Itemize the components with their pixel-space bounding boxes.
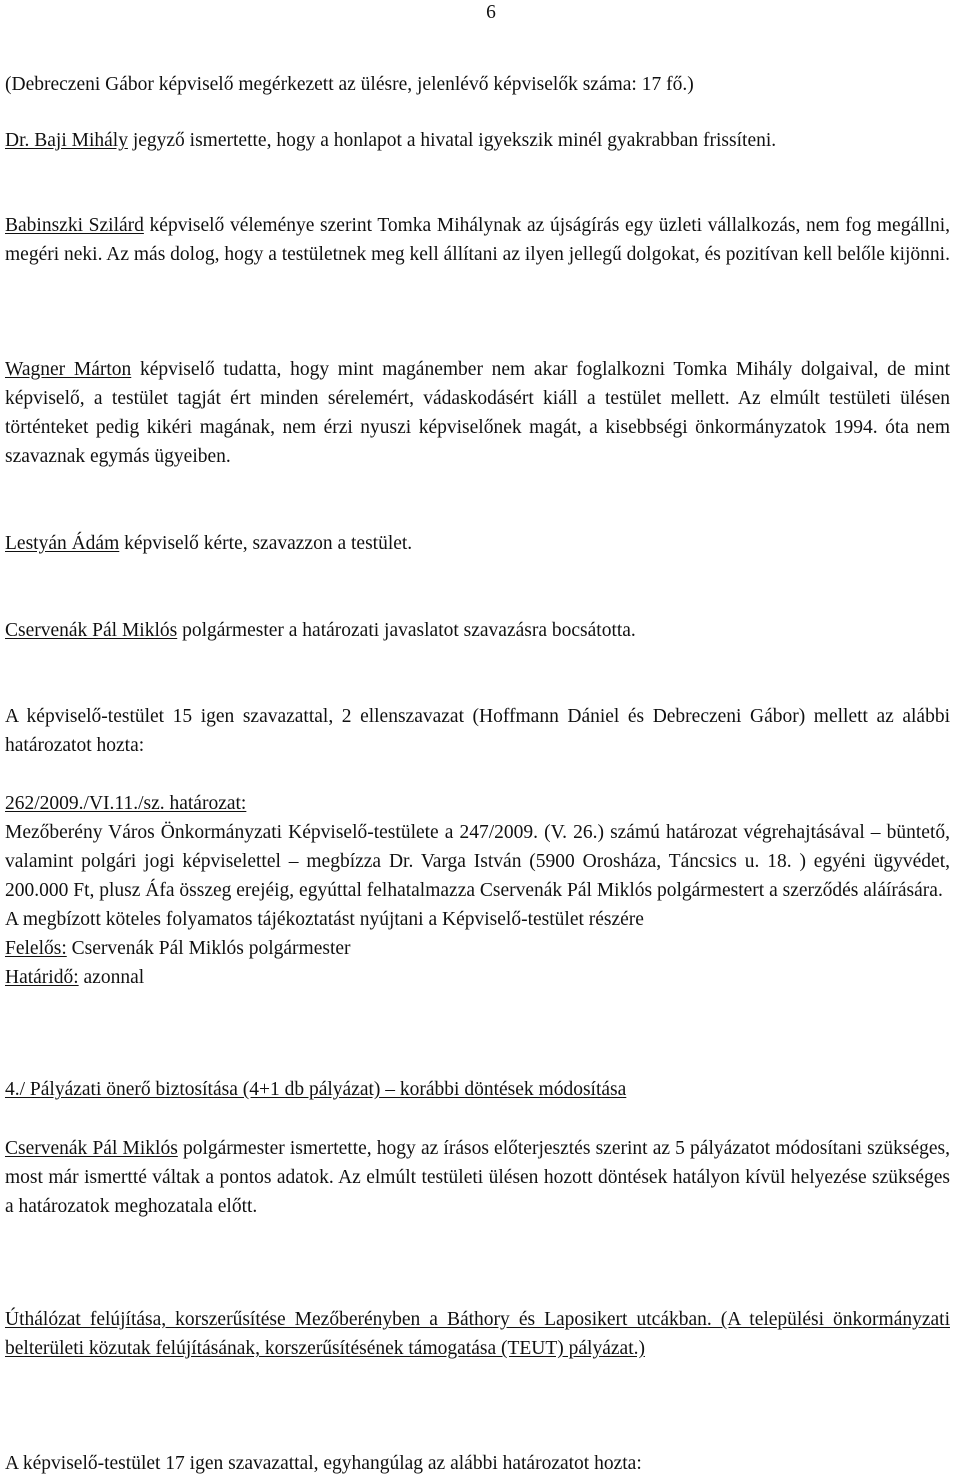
speaker-name: Dr. Baji Mihály xyxy=(5,130,128,151)
paragraph-wagner xyxy=(5,355,950,471)
paragraph-text: képviselő véleménye szerint Tomka Mihálynak az újságírás egy üzleti vállalkozás, nem fog megállni, megéri neki. Az más dolog, hogy a testületnek meg kell állítani az ilyen jellegű dolgokat, és pozitívan kell belőle kijönni. xyxy=(5,215,950,265)
paragraph-notary xyxy=(5,126,950,155)
paragraph-babinszki xyxy=(5,211,950,269)
paragraph-vote-result: A képviselő-testület 15 igen szavazattal, 2 ellenszavazat (Hoffmann Dániel és Debreczeni Gábor) mellett az alábbi határozatot hozta: xyxy=(5,706,950,756)
speaker-name: Cservenák Pál Miklós xyxy=(5,620,178,641)
paragraph-text: képviselő kérte, szavazzon a testület. xyxy=(119,533,413,554)
resolution-block xyxy=(5,789,950,992)
paragraph-text: jegyző ismertette, hogy a honlapot a hivatal igyekszik minél gyakrabban frissíteni. xyxy=(127,130,777,151)
resolution-responsible: Felelős: Cservenák Pál Miklós polgármester xyxy=(5,938,351,959)
resolution-obligation: A megbízott köteles folyamatos tájékoztatást nyújtani a Képviselő-testület részére xyxy=(5,909,644,930)
speaker-name: Babinszki Szilárd xyxy=(5,215,144,236)
paragraph-text: polgármester a határozati javaslatot szavazásra bocsátotta. xyxy=(177,620,636,641)
speaker-name: Cservenák Pál Miklós xyxy=(5,1138,178,1159)
resolution-number: 262/2009./VI.11./sz. határozat: xyxy=(5,793,247,814)
page-number: 6 xyxy=(486,2,496,23)
paragraph-road-project: Úthálózat felújítása, korszerűsítése Mezőberényben a Báthory és Laposikert utcákban. (A települési önkormányzati belterületi közutak felújításának, korszerűsítésének támogatása (TEUT) pályázat.) xyxy=(5,1309,950,1359)
resolution-deadline: Határidő: azonnal xyxy=(5,967,145,988)
section-title: 4./ Pályázati önerő biztosítása (4+1 db pályázat) – korábbi döntések módosítása xyxy=(5,1079,627,1100)
paragraph-text: képviselő tudatta, hogy mint magánember nem akar foglalkozni Tomka Mihály dolgaival, de mint képviselő, a testület tagját ért minden sérelemért, vádaskodásért kiáll a testület mellett. Az elmúlt testületi ülésen történteket pedig kikéri magának, nem érzi nyuszi képviselőnek magát, a kisebbségi önkormányzatok 1994. óta nem szavaznak egymás ügyeiben. xyxy=(5,359,950,467)
paragraph-mayor-vote xyxy=(5,616,950,645)
paragraph-mayor-proposal xyxy=(5,1134,950,1221)
speaker-name: Lestyán Ádám xyxy=(5,533,120,554)
resolution-body: Mezőberény Város Önkormányzati Képviselő-testülete a 247/2009. (V. 26.) számú határozat végrehajtásával – büntető, valamint polgári jogi képviselettel – megbízza Dr. Varga István (5900 Orosháza, Táncsics u. 18. ) egyéni ügyvédet, 200.000 Ft, plusz Áfa összeg erejéig, egyúttal felhatalmazza Cservenák Pál Miklós polgármestert a szerződés aláírására. xyxy=(5,822,950,901)
speaker-name: Wagner Márton xyxy=(5,359,132,380)
paragraph-lestyan xyxy=(5,529,950,558)
paragraph-text: polgármester ismertette, hogy az írásos előterjesztés szerint az 5 pályázatot módosítani szükséges, most már ismertté váltak a pontos adatok. Az elmúlt testületi ülésen hozott döntések hatályon kívül helyezése szükséges a határozatok meghozatala előtt. xyxy=(5,1138,950,1217)
paragraph-attendance: (Debreczeni Gábor képviselő megérkezett az ülésre, jelenlévő képviselők száma: 17 fő.) xyxy=(5,74,694,95)
paragraph-unanimous-vote: A képviselő-testület 17 igen szavazattal, egyhangúlag az alábbi határozatot hozta: xyxy=(5,1453,642,1474)
